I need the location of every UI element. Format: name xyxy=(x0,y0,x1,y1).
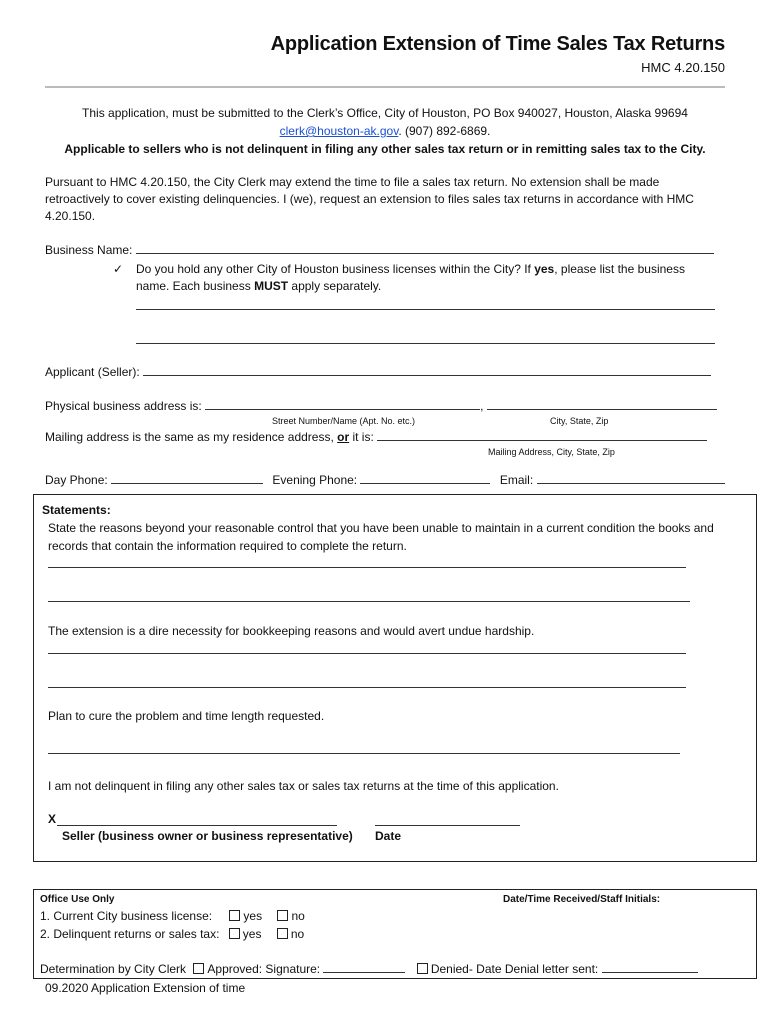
license-row: 1. Current City business license: yes no xyxy=(40,909,305,923)
necessity-line-1[interactable] xyxy=(48,653,686,654)
license-yes-checkbox[interactable] xyxy=(229,910,240,921)
other-licenses-line-2[interactable] xyxy=(136,343,715,344)
seller-signature-line[interactable] xyxy=(57,825,337,826)
necessity-line-2[interactable] xyxy=(48,687,686,688)
evening-phone-label: Evening Phone: xyxy=(272,473,358,487)
mailing-address-row: Mailing address is the same as my residence address, or it is: xyxy=(45,430,707,444)
date-caption: Date xyxy=(375,829,402,843)
day-phone-field[interactable] xyxy=(111,473,263,484)
applicant-label: Applicant (Seller): xyxy=(45,365,140,379)
seller-caption: Seller (business owner or business representative) xyxy=(62,829,353,843)
received-label: Date/Time Received/Staff Initials: xyxy=(503,894,661,905)
clerk-email-link[interactable]: clerk@houston-ak.gov xyxy=(279,124,399,138)
physical-address-row: Physical business address is: , xyxy=(45,399,717,413)
business-name-field[interactable] xyxy=(136,243,714,254)
other-licenses-line-1[interactable] xyxy=(136,309,715,310)
day-phone-label: Day Phone: xyxy=(45,473,108,487)
mailing-address-field[interactable] xyxy=(377,430,707,441)
date-line[interactable] xyxy=(375,825,520,826)
contact-line xyxy=(0,124,770,138)
email-label: Email: xyxy=(499,473,534,487)
delinquent-no-checkbox[interactable] xyxy=(277,928,288,939)
determination-row: Determination by City Clerk Approved: Signature: Denied- Date Denial letter sent: xyxy=(40,962,698,976)
approval-signature-field[interactable] xyxy=(323,962,405,973)
necessity-prompt: The extension is a dire necessity for bookkeeping reasons and would avert undue hardship. xyxy=(48,624,535,638)
delinquent-row: 2. Delinquent returns or sales tax: yes no xyxy=(40,927,305,941)
reasons-line-1[interactable] xyxy=(48,567,686,568)
reasons-prompt: State the reasons beyond your reasonable control that you have been unable to maintain in a current condition the books and records that contain the information required to complete the return. xyxy=(48,521,714,553)
applicant-field[interactable] xyxy=(143,365,711,376)
email-field[interactable] xyxy=(537,473,725,484)
check-icon: ✓ xyxy=(113,262,124,276)
statements-heading: Statements: xyxy=(42,503,111,517)
not-delinquent-statement: I am not delinquent in filing any other sales tax or sales tax returns at the time of this application. xyxy=(48,779,559,793)
plan-prompt: Plan to cure the problem and time length requested. xyxy=(48,709,325,723)
applicant-row xyxy=(45,365,711,379)
denied-checkbox[interactable] xyxy=(417,963,428,974)
approved-checkbox[interactable] xyxy=(193,963,204,974)
business-name-label: Business Name: xyxy=(45,243,133,257)
clerk-phone: . (907) 892-6869. xyxy=(398,124,491,138)
pursuant-paragraph: Pursuant to HMC 4.20.150, the City Clerk may extend the time to file a sales tax return. No extension shall be made retroactively to cover existing delinquencies. I (we), request an extension to files sales tax returns in accordance with HMC 4.20.150. xyxy=(45,175,694,223)
applicability-note: Applicable to sellers who is not delinquent in filing any other sales tax return or in remitting sales tax to the City. xyxy=(64,142,706,156)
submission-info: This application, must be submitted to the Clerk’s Office, City of Houston, PO Box 940027, Houston, Alaska 99694 xyxy=(82,106,688,120)
business-name-row xyxy=(45,243,714,257)
office-use-heading: Office Use Only xyxy=(40,894,115,905)
footer-note: 09.2020 Application Extension of time xyxy=(45,981,246,995)
header-rule xyxy=(45,86,725,88)
street-hint: Street Number/Name (Apt. No. etc.) xyxy=(272,416,416,426)
license-question-line2: name. Each business MUST apply separately. xyxy=(136,279,382,293)
city-hint: City, State, Zip xyxy=(550,416,609,426)
document-title: Application Extension of Time Sales Tax Returns xyxy=(270,33,725,55)
delinquent-yes-checkbox[interactable] xyxy=(229,928,240,939)
denial-date-field[interactable] xyxy=(602,962,698,973)
license-question-line1: Do you hold any other City of Houston business licenses within the City? If yes, please list the business xyxy=(136,262,685,276)
statements-box xyxy=(33,494,757,862)
office-use-box xyxy=(33,889,757,979)
reasons-line-2[interactable] xyxy=(48,601,690,602)
or-emphasis: or xyxy=(337,430,350,444)
signature-x: X xyxy=(48,812,57,826)
physical-address-label: Physical business address is: xyxy=(45,399,202,413)
plan-line[interactable] xyxy=(48,753,680,754)
street-field[interactable] xyxy=(205,399,480,410)
phone-row xyxy=(45,473,725,487)
code-reference: HMC 4.20.150 xyxy=(641,60,725,75)
evening-phone-field[interactable] xyxy=(360,473,490,484)
city-state-zip-field[interactable] xyxy=(487,399,717,410)
license-no-checkbox[interactable] xyxy=(277,910,288,921)
mailing-hint: Mailing Address, City, State, Zip xyxy=(488,447,615,457)
